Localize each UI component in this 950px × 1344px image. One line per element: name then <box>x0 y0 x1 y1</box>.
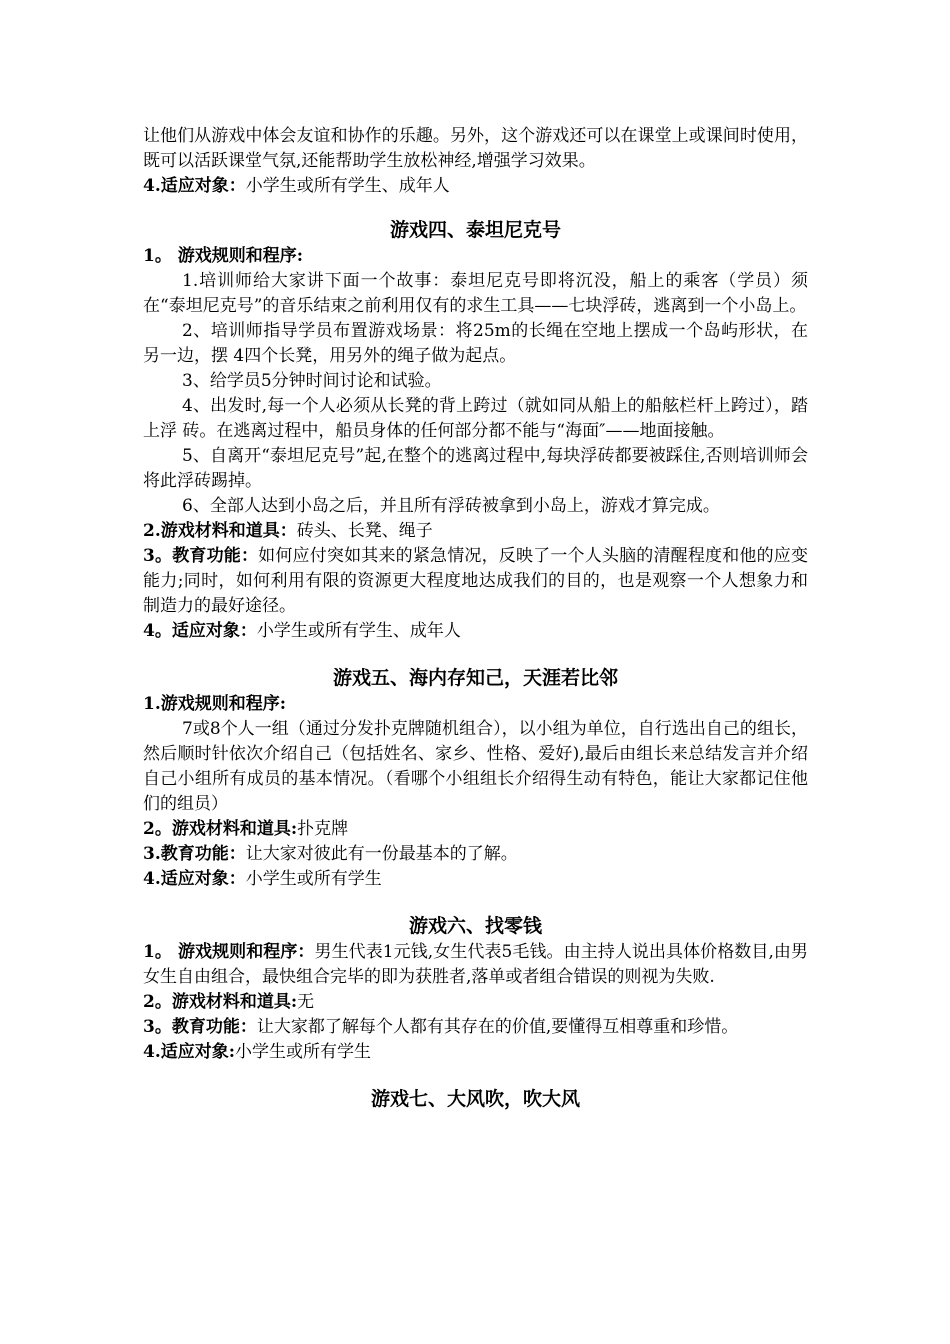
game4-materials <box>143 519 808 544</box>
game4-step-6: 6、全部人达到小岛之后，并且所有浮砖被拿到小岛上，游戏才算完成。 <box>182 496 720 516</box>
game6-audience <box>143 1040 808 1065</box>
game6-materials-label: 2。游戏材料和道具: <box>143 992 298 1012</box>
game5-materials <box>143 817 808 842</box>
game4-title: 游戏四、泰坦尼克号 <box>389 219 561 241</box>
game5-rules-label: 1.游戏规则和程序: <box>143 694 287 714</box>
game5-materials-label: 2。游戏材料和道具: <box>143 819 298 839</box>
game6-rules-label: 1。 游戏规则和程序： <box>143 942 315 962</box>
intro-audience-label: 4.适应对象： <box>143 176 246 196</box>
game6-audience-label: 4.适应对象: <box>143 1042 236 1062</box>
game4-materials-label: 2.游戏材料和道具： <box>143 521 297 541</box>
game4-step-2: 2、培训师指导学员布置游戏场景：将25m的长绳在空地上摆成一个岛屿形状，在另一边，摆 4四个长凳，用另外的绳子做为起点。 <box>143 321 808 366</box>
game5-function <box>143 842 808 867</box>
game4-rules-label: 1。 游戏规则和程序: <box>143 246 304 266</box>
intro-audience-text: 小学生或所有学生、成年人 <box>245 176 450 196</box>
game6-function-text: 让大家都了解每个人都有其存在的价值,要懂得互相尊重和珍惜。 <box>256 1017 739 1037</box>
game5-materials-text: 扑克牌 <box>297 819 349 839</box>
game6-function <box>143 1015 808 1040</box>
game4-step-5: 5、自离开“泰坦尼克号”起,在整个的逃离过程中,每块浮砖都要被踩住,否则培训师会将此浮砖踢掉。 <box>143 446 808 491</box>
game5-function-text: 让大家对彼此有一份最基本的了解。 <box>245 844 518 864</box>
game4-step-3: 3、给学员5分钟时间讨论和试验。 <box>182 371 442 391</box>
game4-audience-label: 4。适应对象： <box>143 621 257 641</box>
game5-audience <box>143 867 808 892</box>
game4-audience <box>143 619 808 644</box>
game4-function <box>143 544 808 619</box>
game5-function-label: 3.教育功能： <box>143 844 246 864</box>
game4-function-text: 如何应付突如其来的紧急情况，反映了一个人头脑的清醒程度和他的应变能力;同时，如何利用有限的资源更大程度地达成我们的目的，也是观察一个人想象力和制造力的最好途径。 <box>143 546 808 616</box>
game6-materials <box>143 990 808 1015</box>
game7-title: 游戏七、大风吹，吹大风 <box>370 1088 580 1110</box>
game4-step-4: 4、出发时,每一个人必须从长凳的背上跨过（就如同从船上的船舷栏杆上跨过），踏上浮 砖。在逃离过程中，船员身体的任何部分都不能与“海面″——地面接触。 <box>143 396 808 441</box>
game6-function-label: 3。教育功能： <box>143 1017 257 1037</box>
game4-step-1: 1.培训师给大家讲下面一个故事：泰坦尼克号即将沉没，船上的乘客（学员）须在“泰坦尼克号”的音乐结束之前利用仅有的求生工具——七块浮砖，逃离到一个小岛上。 <box>143 271 808 316</box>
intro-audience <box>143 174 808 199</box>
game6-rules-text: 男生代表1元钱,女生代表5毛钱。由主持人说出具体价格数目,由男女生自由组合，最快组合完毕的即为获胜者,落单或者组合错误的则视为失败. <box>143 942 808 987</box>
game6-audience-text: 小学生或所有学生 <box>235 1042 372 1062</box>
game4-materials-text: 砖头、长凳、绳子 <box>296 521 433 541</box>
game5-title: 游戏五、海内存知己，天涯若比邻 <box>332 667 618 689</box>
game4-function-label: 3。教育功能： <box>143 546 259 566</box>
game6-materials-text: 无 <box>297 992 315 1012</box>
game5-audience-text: 小学生或所有学生 <box>245 869 382 889</box>
intro-paragraph: 让他们从游戏中体会友谊和协作的乐趣。另外，这个游戏还可以在课堂上或课间时使用，既可以活跃课堂气氛,还能帮助学生放松神经,增强学习效果。 <box>143 126 808 171</box>
document-page <box>143 124 808 1113</box>
game6-title: 游戏六、找零钱 <box>408 915 542 937</box>
game5-rules-text: 7或8个人一组（通过分发扑克牌随机组合），以小组为单位，自行选出自己的组长，然后顺时针依次介绍自己（包括姓名、家乡、性格、爱好),最后由组长来总结发言并介绍自己小组所有成员的基本情况。（看哪个小组组长介绍得生动有特色，能让大家都记住他们的组员） <box>143 719 808 814</box>
game6-rules <box>143 940 808 990</box>
game5-audience-label: 4.适应对象： <box>143 869 246 889</box>
game4-audience-text: 小学生或所有学生、成年人 <box>256 621 461 641</box>
